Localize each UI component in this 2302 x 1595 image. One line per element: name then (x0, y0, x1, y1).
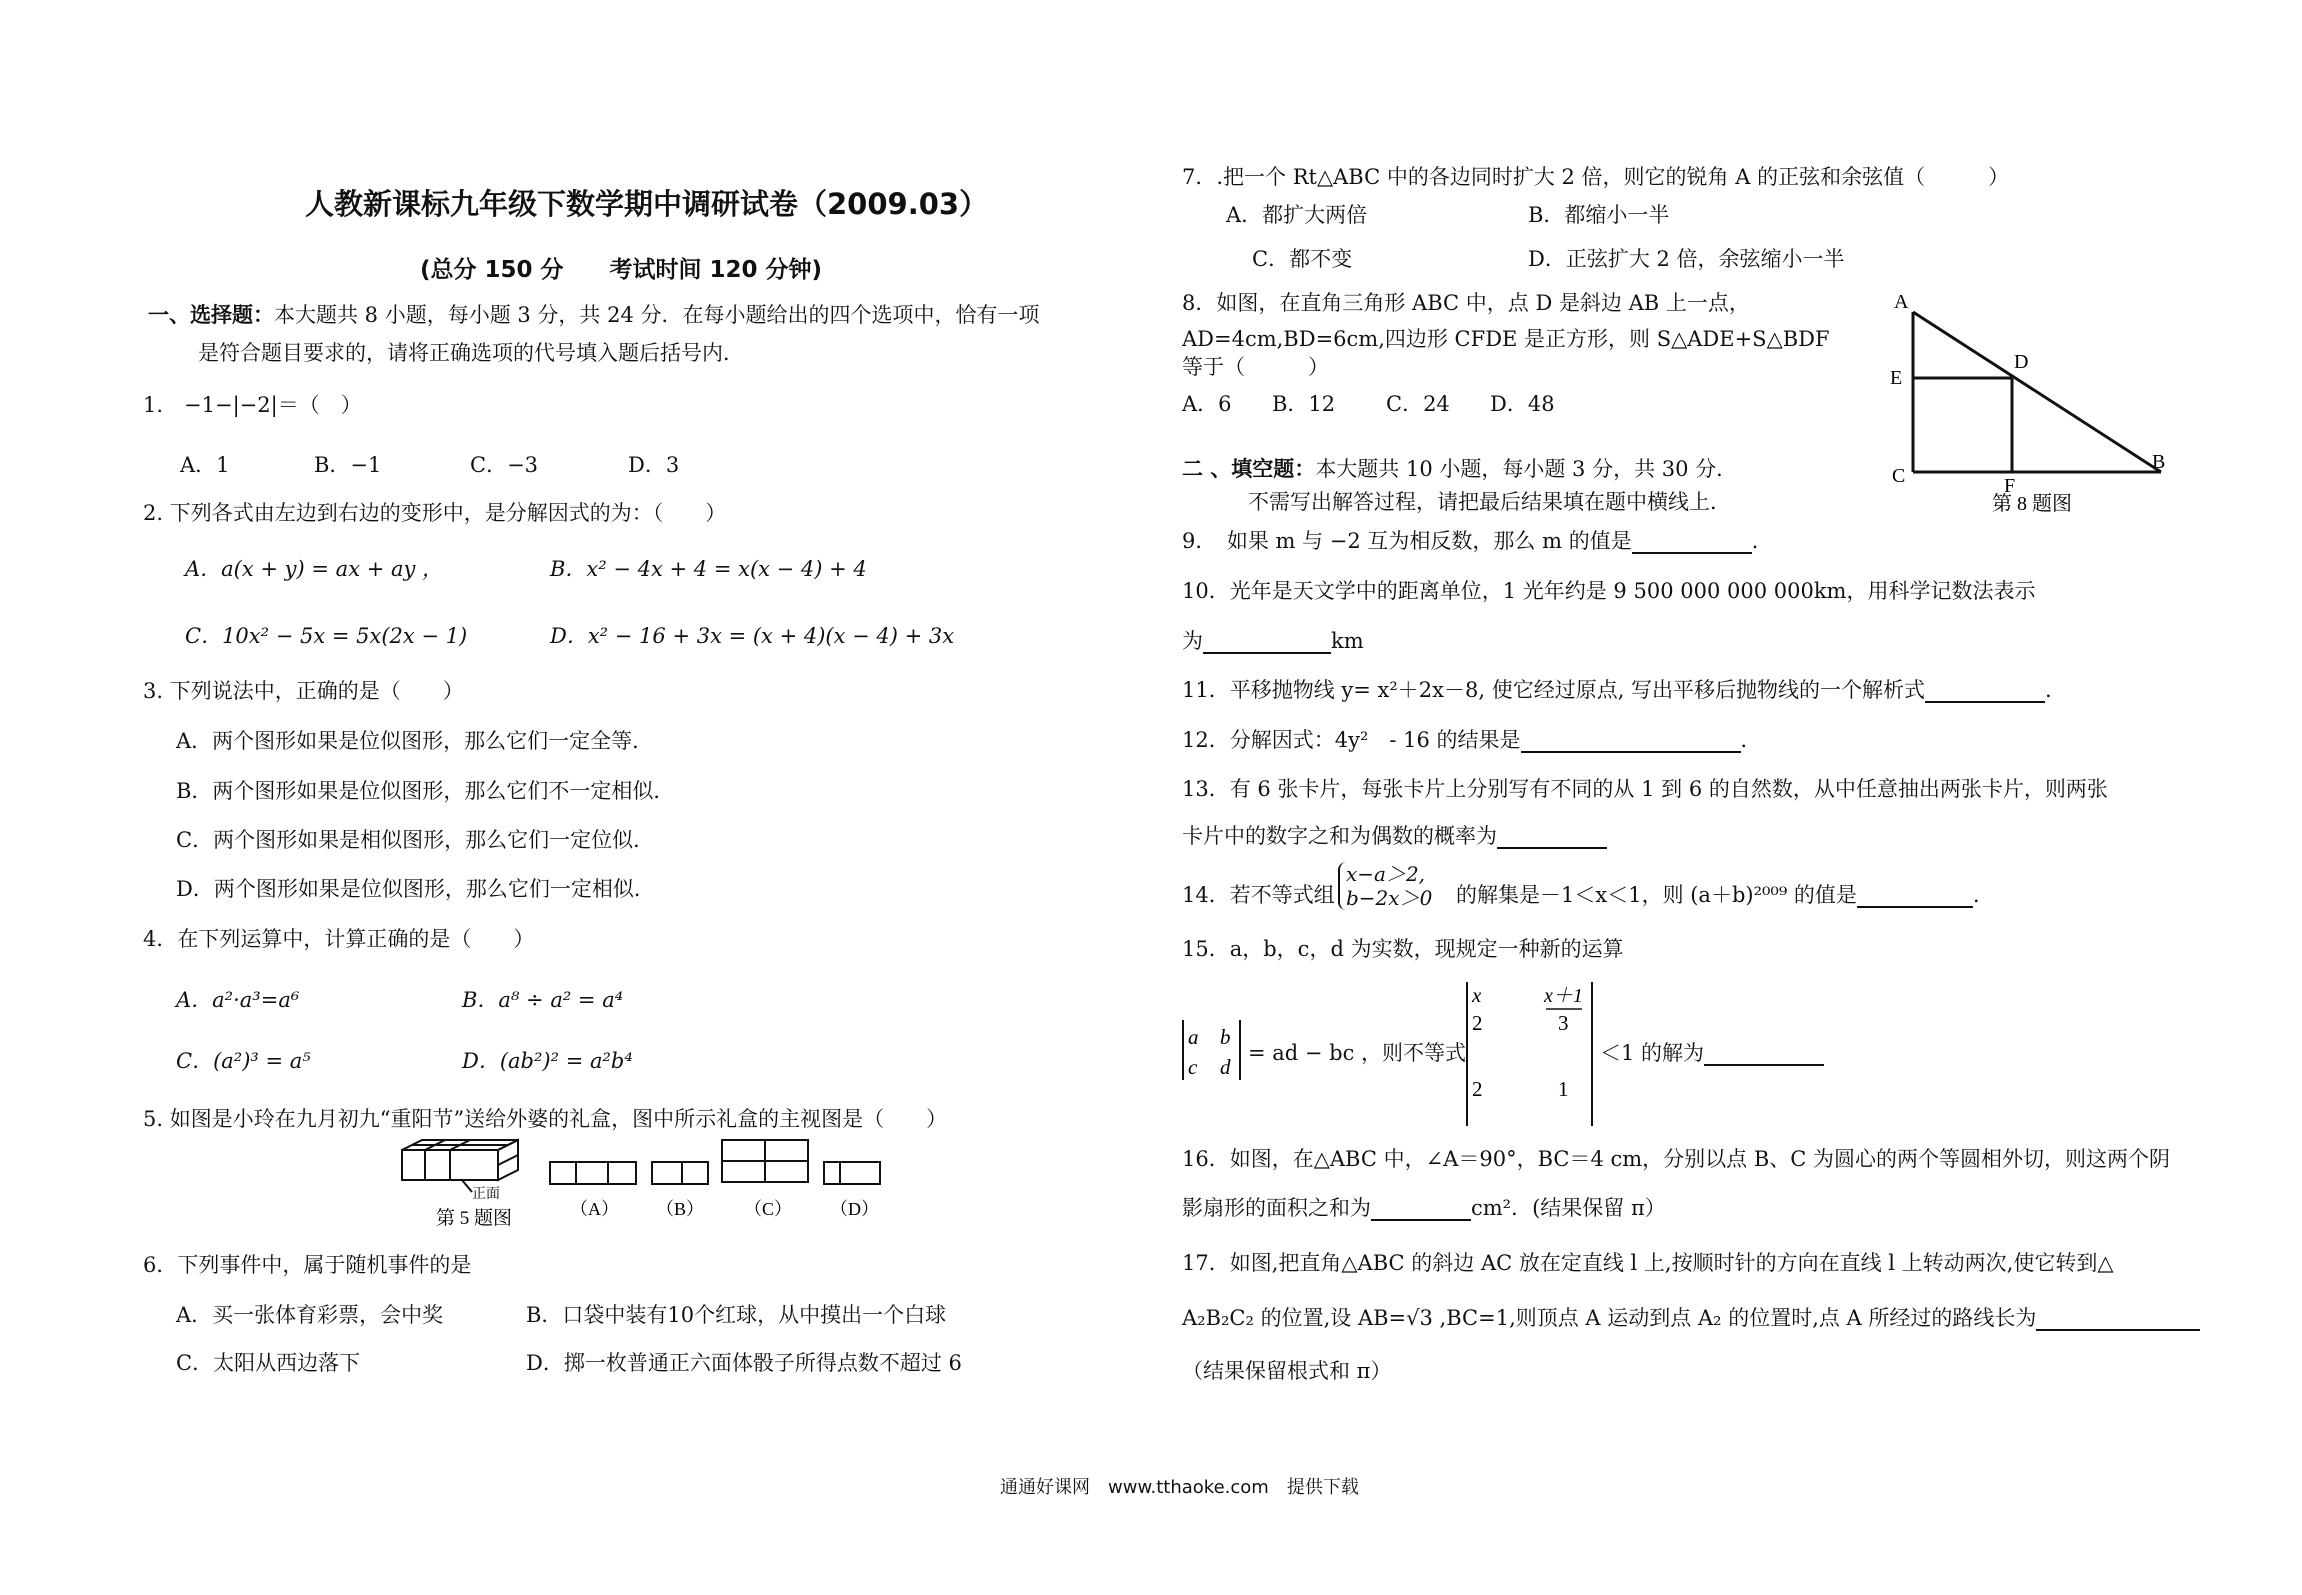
m1-b: b (1220, 1025, 1231, 1049)
gift-box-drawing (402, 1140, 518, 1192)
q5-fig-caption: 第 5 题图 (436, 1208, 513, 1229)
q14-ineq2: b−2x＞0 (1346, 886, 1433, 910)
q8-figure (1880, 290, 2170, 520)
q4-option-d: D．(ab²)² = a²b⁴ (462, 1049, 633, 1073)
q17-line2 (1182, 1305, 2200, 1331)
section1-desc2: 是符合题目要求的，请将正确选项的代号填入题后括号内． (198, 341, 744, 365)
exam-info: (总分 150 分 考试时间 120 分钟) (420, 257, 823, 283)
point-c-label: C (1892, 465, 1906, 487)
q11-text: 11．平移抛物线 y= x²＋2x－8, 使它经过原点, 写出平移后抛物线的一个解析式 (1182, 678, 1926, 702)
q17-text: 17．如图,把直角△ABC 的斜边 AC 放在定直线 l 上,按顺时针的方向在直线 l 上转动两次,使它转到△ (1182, 1251, 2114, 1275)
q4-option-b: B．a⁸ ÷ a² = a⁴ (462, 988, 624, 1012)
q6-option-b: B．口袋中装有10个红球，从中摸出一个白球 (526, 1303, 947, 1327)
q6-option-a: A．买一张体育彩票，会中奖 (176, 1303, 444, 1327)
m2-d: 1 (1558, 1077, 1569, 1101)
q15-result: ＜1 的解为 (1600, 1041, 1705, 1065)
q9-end: ． (1751, 529, 1773, 553)
q17-answer-blank[interactable] (2036, 1307, 2200, 1331)
q5-front-label: 正面 (472, 1187, 500, 1202)
page-title: 人教新课标九年级下数学期中调研试卷（2009.03） (305, 187, 989, 221)
q8-fig-caption: 第 8 题图 (1992, 493, 2072, 515)
q8-line3: 等于（ ） (1182, 355, 1329, 379)
choice-b-drawing (652, 1162, 708, 1184)
m2-c: 2 (1472, 1077, 1483, 1101)
q12 (1182, 727, 1762, 753)
q2-stem: 2. 下列各式由左边到右边的变形中，是分解因式的为：（ ） (143, 501, 727, 525)
triangle-abc-drawing (1913, 312, 2161, 472)
q10-line2-post: km (1331, 629, 1364, 653)
q14-post: 的解集是－1＜x＜1，则 (a＋b)²⁰⁰⁹ 的值是 (1456, 883, 1857, 907)
q16-line2-post: cm²．(结果保留 π） (1471, 1196, 1666, 1220)
q5-choice-a-label: （A） (570, 1199, 619, 1219)
q14-post-line (1456, 882, 1994, 908)
q3-option-d: D．两个图形如果是位似图形，那么它们一定相似． (176, 877, 655, 901)
m2-x: x (1472, 983, 1482, 1007)
q14-end: ． (1972, 883, 1994, 907)
q12-answer-blank[interactable] (1521, 729, 1741, 753)
q13-line2-text: 卡片中的数字之和为偶数的概率为 (1182, 824, 1497, 848)
q1-stem: 1. −1−|−2|＝（ ） (143, 393, 362, 417)
q14-pre: 14．若不等式组 (1182, 883, 1335, 907)
q3-option-a: A．两个图形如果是位似图形，那么它们一定全等． (176, 729, 654, 753)
q15-determinant-ineq (1464, 978, 1614, 1128)
q15-text: 15．a，b，c，d 为实数，现规定一种新的运算 (1182, 937, 1624, 961)
q10-answer-blank[interactable] (1203, 630, 1331, 654)
q13-line2 (1182, 823, 1607, 849)
q6-stem: 6．下列事件中，属于随机事件的是 (143, 1253, 472, 1277)
m1-a: a (1188, 1025, 1199, 1049)
q16-line2-pre: 影扇形的面积之和为 (1182, 1196, 1371, 1220)
q5-stem: 5. 如图是小玲在九月初九“重阳节”送给外婆的礼盒，图中所示礼盒的主视图是（ ） (143, 1107, 948, 1131)
q1-option-a: A．1 (180, 453, 230, 477)
q14-answer-blank[interactable] (1857, 884, 1973, 908)
q3-stem: 3. 下列说法中，正确的是（ ） (143, 679, 464, 703)
q7-stem: 7．.把一个 Rt△ABC 中的各边同时扩大 2 倍，则它的锐角 A 的正弦和余弦值（ ） (1182, 165, 2010, 189)
q11-answer-blank[interactable] (1925, 679, 2045, 703)
q8-line1: 8．如图，在直角三角形 ABC 中，点 D 是斜边 AB 上一点， (1182, 291, 1750, 315)
q7-option-a: A．都扩大两倍 (1226, 203, 1368, 227)
m2-denom-3: 3 (1558, 1011, 1569, 1035)
q10-line2 (1182, 628, 1364, 654)
q1-option-d: D．3 (628, 453, 680, 477)
m2-x-plus-1: x＋1 (1544, 985, 1583, 1007)
section2-text (1182, 456, 1737, 482)
section2-heading: 二 、填空题： (1182, 456, 1316, 481)
point-b-label: B (2152, 451, 2166, 473)
q17-line3: （结果保留根式和 π） (1182, 1359, 1392, 1383)
point-e-label: E (1890, 367, 1903, 389)
q2-option-c: C．10x² − 5x = 5x(2x − 1) (185, 624, 468, 648)
q16-answer-blank[interactable] (1371, 1197, 1471, 1221)
point-f-label: F (2004, 475, 2016, 497)
q4-option-a: A．a²·a³=a⁶ (176, 988, 300, 1012)
q2-option-d: D．x² − 16 + 3x = (x + 4)(x − 4) + 3x (550, 624, 955, 648)
point-a-label: A (1894, 291, 1909, 313)
m1-c: c (1188, 1055, 1198, 1079)
q4-option-c: C．(a²)³ = a⁵ (176, 1049, 311, 1073)
q13-text: 13．有 6 张卡片，每张卡片上分别写有不同的从 1 到 6 的自然数，从中任意抽出两张卡片，则两张 (1182, 777, 2108, 801)
q11 (1182, 677, 2066, 703)
m2-denom-2: 2 (1472, 1011, 1483, 1035)
q11-end: ． (2045, 678, 2067, 702)
choice-d-drawing (824, 1162, 880, 1184)
q8-option-a: A．6 (1182, 392, 1232, 416)
q9-text: 9． 如果 m 与 −2 互为相反数，那么 m 的值是 (1182, 529, 1632, 553)
q13-answer-blank[interactable] (1497, 825, 1607, 849)
q6-option-d: D．掷一枚普通正六面体骰子所得点数不超过 6 (526, 1351, 962, 1375)
q9-answer-blank[interactable] (1632, 530, 1752, 554)
q5-choice-drawings (550, 1140, 880, 1184)
choice-a-drawing (550, 1162, 636, 1184)
q16-text: 16．如图，在△ABC 中，∠A＝90°，BC＝4 cm，分别以点 B、C 为圆心的两个等圆相外切，则这两个阴 (1182, 1147, 2171, 1171)
q17-line2-text: A₂B₂C₂ 的位置,设 AB=√3 ,BC=1,则顶点 A 运动到点 A₂ 的位置时,点 A 所经过的路线长为 (1182, 1306, 2037, 1330)
q9 (1182, 528, 1773, 554)
q15-result-line (1600, 1040, 1824, 1066)
q8-option-c: C．24 (1386, 392, 1450, 416)
footer-source: 通通好课网 www.tthaoke.com 提供下载 (1000, 1477, 1359, 1498)
q1-option-c: C．−3 (470, 453, 539, 477)
point-d-label: D (2014, 351, 2029, 373)
q5-figure (400, 1138, 920, 1243)
q12-end: ． (1740, 728, 1762, 752)
section2-desc2: 不需写出解答过程，请把最后结果填在题中横线上． (1248, 490, 1731, 514)
q15-determinant-def (1180, 978, 1410, 1098)
section1-text (148, 302, 1040, 328)
q12-text: 12．分解因式：4y² - 16 的结果是 (1182, 728, 1521, 752)
section2-desc1: 本大题共 10 小题，每小题 3 分，共 30 分． (1315, 457, 1738, 481)
q5-choice-b-label: （B） (656, 1199, 705, 1219)
m1-d: d (1220, 1055, 1231, 1079)
q1-option-b: B．−1 (314, 453, 382, 477)
q10-line2-pre: 为 (1182, 629, 1203, 653)
section1-desc1: 本大题共 8 小题，每小题 3 分，共 24 分．在每小题给出的四个选项中，恰有一项 (274, 303, 1040, 327)
section1-heading: 一、选择题： (148, 302, 274, 327)
q15-def-text: = ad − bc ，则不等式 (1248, 1041, 1467, 1065)
q7-option-b: B．都缩小一半 (1528, 203, 1670, 227)
q8-option-b: B．12 (1272, 392, 1336, 416)
q2-option-a: A．a(x + y) = ax + ay ， (185, 557, 444, 581)
q8-line2: AD=4cm,BD=6cm,四边形 CFDE 是正方形，则 S△ADE+S△BDF (1182, 327, 1830, 351)
q3-option-c: C．两个图形如果是相似图形，那么它们一定位似． (176, 828, 655, 852)
q6-option-c: C．太阳从西边落下 (176, 1351, 361, 1375)
q16-line2 (1182, 1195, 1666, 1221)
q7-option-c: C．都不变 (1252, 247, 1353, 271)
q5-choice-c-label: （C） (744, 1199, 793, 1219)
q5-choice-d-label: （D） (830, 1199, 879, 1219)
q2-option-b: B．x² − 4x + 4 = x(x − 4) + 4 (550, 557, 867, 581)
q10-text: 10．光年是天文学中的距离单位，1 光年约是 9 500 000 000 000km，用科学记数法表示 (1182, 579, 2036, 603)
q3-option-b: B．两个图形如果是位似图形，那么它们不一定相似． (176, 779, 675, 803)
q14-ineq1: x−a＞2, (1346, 862, 1426, 886)
q7-option-d: D．正弦扩大 2 倍，余弦缩小一半 (1528, 247, 1845, 271)
q14-system (1338, 862, 1432, 910)
q8-option-d: D．48 (1490, 392, 1555, 416)
q4-stem: 4．在下列运算中，计算正确的是（ ） (143, 927, 535, 951)
q15-answer-blank[interactable] (1704, 1042, 1824, 1066)
